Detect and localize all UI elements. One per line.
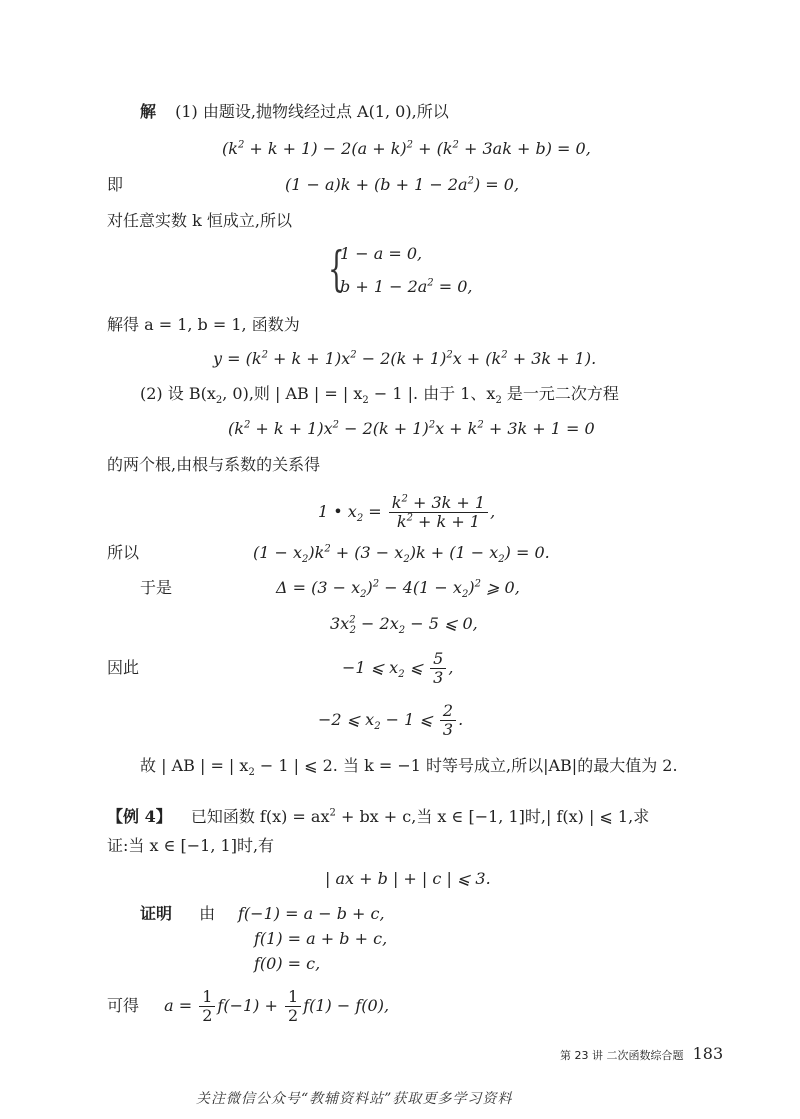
vieta-relation: 1 • $x_2$ = $\frac{k^2 + 3k + 1}{k^2 + k + 1}$ , [318,493,496,531]
function-equation: $y = (k^2 + k + 1)x^2 - 2(k + 1)^2x + (k^2 + 3k + 1)$. [213,349,597,368]
watermark-text: 关注微信公众号“教辅资料站”获取更多学习资料 [196,1091,513,1107]
ji-label: 即 [107,175,124,194]
range-1: −1 ⩽ $x_2$ ⩽ $\frac{5}{3}$ , [342,649,454,687]
solve-line: 解得 a = 1, b = 1, 函数为 [107,315,300,334]
left-brace: { [328,241,345,297]
example4-target: | ax + b | + | c | ⩽ 3. [325,869,491,888]
equation-1: $(k^2 + k + 1) - 2(a + k)^2 + (k^2 + 3ak + b) = 0$, [222,139,591,158]
equation-2: $(1 - a)k + (b + 1 - 2a^2) = 0$, [285,175,520,194]
roots-line: 的两个根,由根与系数的关系得 [107,455,321,474]
f-minus-1: f(−1) = a − b + c, [238,904,385,923]
discriminant: $\Delta = (3 - x_2)^2 - 4(1 - x_2)^2$ ⩾ 0, [276,578,520,601]
f-1: f(1) = a + b + c, [254,929,388,948]
solution-intro-line [140,102,449,122]
example4-line1: 【例 4】 已知函数 $f(x) = ax^2$ + bx + c,当 x ∈ [−1, 1]时,| f(x) | ⩽ 1,求 [107,807,650,826]
range-2: −2 ⩽ $x_2 - 1$ ⩽ $\frac{2}{3}$ . [318,701,464,739]
yinci-label: 因此 [107,658,140,677]
example4-line2: 证:当 x ∈ [−1, 1]时,有 [107,836,275,855]
inequality-x2: $3x^2_2 - 2x_2 - 5$ ⩽ 0, [330,614,478,637]
chapter-label: 第 23 讲 二次函数综合题 [560,1049,684,1062]
any-k-line: 对任意实数 k 恒成立,所以 [107,211,292,230]
solution-label: 解 [140,102,157,121]
quadratic-equation: $(k^2 + k + 1)x^2 - 2(k + 1)^2x + k^2 + 3k + 1 = 0$ [228,419,595,438]
system-eq-2: $b + 1 - 2a^2 = 0$, [340,277,473,296]
example4-label: 【例 4】 [107,807,172,826]
vieta-fraction: $\frac{k^2 + 3k + 1}{k^2 + k + 1}$ [389,494,488,531]
kede-line: 可得 a = $\frac{1}{2}$ f(−1) + $\frac{1}{2}$ f(1) − f(0), [107,987,390,1025]
yushi-label: 于是 [140,578,173,597]
conclusion-line: 故 | AB | = | $x_2 - 1$ | ⩽ 2. 当 k = −1 时等号成立,所以|AB|的最大值为 2. [140,756,678,779]
f-0: f(0) = c, [254,954,321,973]
page-footer [560,1044,723,1066]
proof-label: 证明 [140,904,173,923]
equation-3: $(1 - x_2)k^2 + (3 - x_2)k + (1 - x_2) = 0$. [253,543,550,566]
system-eq-1: 1 − a = 0, [340,244,423,263]
suoyi-label: 所以 [107,543,140,562]
solution-intro: (1) 由题设,抛物线经过点 A(1, 0),所以 [175,102,449,121]
proof-line-1: 证明 由 [140,904,216,923]
page-number: 183 [692,1044,724,1063]
part2-intro: (2) 设 $B(x_2$, 0),则 | AB | = | $x_2 - 1$ |. 由于 1、$x_2$ 是一元二次方程 [140,384,619,407]
